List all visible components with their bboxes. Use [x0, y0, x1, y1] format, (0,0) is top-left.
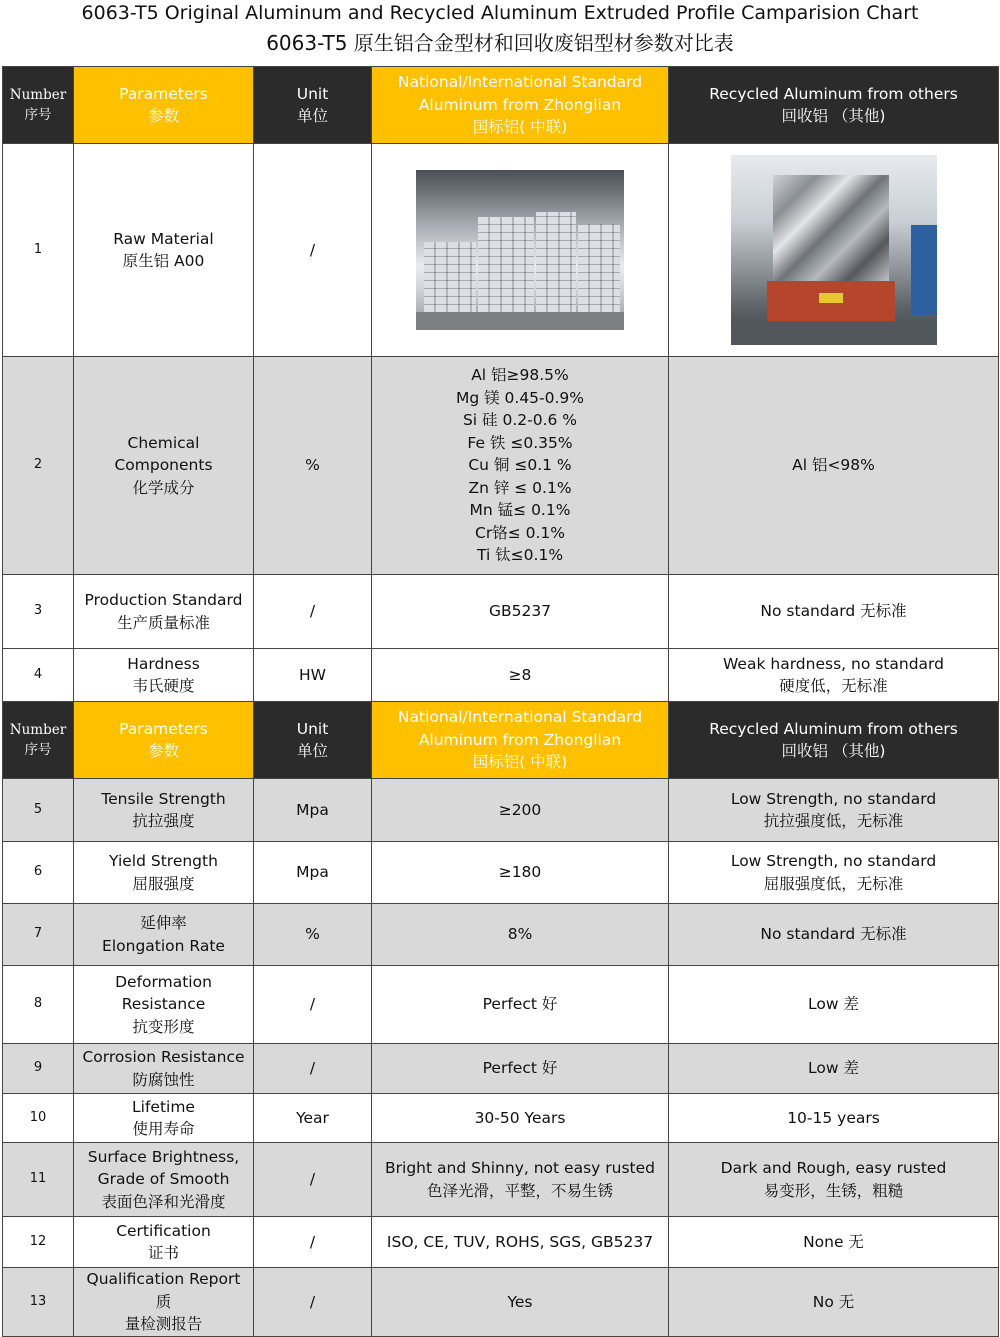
recycled-value: No standard 无标准 — [669, 575, 999, 649]
header-unit: Unit 单位 — [254, 67, 372, 144]
row-parameter: Yield Strength 屈服强度 — [74, 842, 254, 904]
national-value: ≥8 — [372, 649, 669, 702]
row-parameter: Raw Material 原生铝 A00 — [74, 144, 254, 357]
comparison-table — [2, 66, 999, 1337]
table-row — [3, 966, 999, 1044]
row-parameter: 延伸率 Elongation Rate — [74, 904, 254, 966]
table-row — [3, 357, 999, 575]
header-parameters: Parameters 参数 — [74, 702, 254, 779]
row-parameter: Lifetime 使用寿命 — [74, 1094, 254, 1143]
row-unit: / — [254, 1143, 372, 1217]
row-unit: Year — [254, 1094, 372, 1143]
table-row — [3, 575, 999, 649]
national-value: ≥180 — [372, 842, 669, 904]
row-unit: / — [254, 966, 372, 1044]
national-value: Bright and Shinny, not easy rusted 色泽光滑，平整，不易生锈 — [372, 1143, 669, 1217]
table-row — [3, 649, 999, 702]
row-unit: HW — [254, 649, 372, 702]
row-number: 7 — [3, 904, 74, 966]
header-number: Number 序号 — [3, 702, 74, 779]
row-unit: / — [254, 1044, 372, 1094]
row-unit: % — [254, 357, 372, 575]
recycled-value: No standard 无标准 — [669, 904, 999, 966]
recycled-value: Low Strength, no standard 屈服强度低，无标准 — [669, 842, 999, 904]
row-number: 4 — [3, 649, 74, 702]
national-value: Yes — [372, 1268, 669, 1337]
national-value: Perfect 好 — [372, 1044, 669, 1094]
header-recycled: Recycled Aluminum from others 回收铝 （其他) — [669, 702, 999, 779]
recycled-value: Weak hardness, no standard 硬度低，无标准 — [669, 649, 999, 702]
header-national: National/International Standard Aluminum from Zhonglian 国标铝( 中联) — [372, 67, 669, 144]
header-parameters: Parameters 参数 — [74, 67, 254, 144]
row-number: 8 — [3, 966, 74, 1044]
national-value: Al 铝≥98.5% Mg 镁 0.45-0.9% Si 硅 0.2-0.6 % Fe 铁 ≤0.35% Cu 铜 ≤0.1 % Zn 锌 ≤ 0.1% Mn 锰≤ 0.1% Cr铬≤ 0.1% Ti 钛≤0.1% — [372, 357, 669, 575]
table-row — [3, 1268, 999, 1337]
national-cell — [372, 144, 669, 357]
table-row — [3, 904, 999, 966]
chart-title — [0, 0, 1000, 66]
recycled-value: No 无 — [669, 1268, 999, 1337]
table-row — [3, 779, 999, 842]
row-unit: / — [254, 144, 372, 357]
row-parameter: Hardness 韦氏硬度 — [74, 649, 254, 702]
recycled-value: 10-15 years — [669, 1094, 999, 1143]
recycled-value: Al 铝<98% — [669, 357, 999, 575]
aluminum-ingot-photo — [416, 170, 624, 330]
row-number: 12 — [3, 1217, 74, 1268]
header-row — [3, 702, 999, 779]
recycled-value: Low Strength, no standard 抗拉强度低，无标准 — [669, 779, 999, 842]
row-parameter: Qualification Report 质 量检测报告 — [74, 1268, 254, 1337]
row-unit: / — [254, 575, 372, 649]
table-row — [3, 1143, 999, 1217]
table-row — [3, 1044, 999, 1094]
table-row — [3, 842, 999, 904]
national-value: Perfect 好 — [372, 966, 669, 1044]
row-number: 6 — [3, 842, 74, 904]
header-recycled: Recycled Aluminum from others 回收铝 （其他) — [669, 67, 999, 144]
national-value: GB5237 — [372, 575, 669, 649]
header-national: National/International Standard Aluminum from Zhonglian 国标铝( 中联) — [372, 702, 669, 779]
row-number: 10 — [3, 1094, 74, 1143]
header-unit: Unit 单位 — [254, 702, 372, 779]
row-unit: Mpa — [254, 842, 372, 904]
row-parameter: Chemical Components 化学成分 — [74, 357, 254, 575]
table-row — [3, 144, 999, 357]
header-number: Number 序号 — [3, 67, 74, 144]
row-number: 2 — [3, 357, 74, 575]
recycled-value: Low 差 — [669, 1044, 999, 1094]
recycled-value: Low 差 — [669, 966, 999, 1044]
row-number: 3 — [3, 575, 74, 649]
recycled-value: Dark and Rough, easy rusted 易变形，生锈，粗糙 — [669, 1143, 999, 1217]
national-value: 30-50 Years — [372, 1094, 669, 1143]
title-chinese: 6063-T5 原生铝合金型材和回收废铝型材参数对比表 — [266, 31, 734, 55]
row-parameter: Surface Brightness, Grade of Smooth 表面色泽和光滑度 — [74, 1143, 254, 1217]
table-row — [3, 1094, 999, 1143]
table-row — [3, 1217, 999, 1268]
row-parameter: Tensile Strength 抗拉强度 — [74, 779, 254, 842]
row-parameter: Production Standard 生产质量标准 — [74, 575, 254, 649]
row-unit: / — [254, 1217, 372, 1268]
row-parameter: Deformation Resistance 抗变形度 — [74, 966, 254, 1044]
row-number: 11 — [3, 1143, 74, 1217]
row-number: 9 — [3, 1044, 74, 1094]
row-unit: / — [254, 1268, 372, 1337]
title-english: 6063-T5 Original Aluminum and Recycled Aluminum Extruded Profile Camparision Chart — [81, 2, 919, 24]
national-value: ISO, CE, TUV, ROHS, SGS, GB5237 — [372, 1217, 669, 1268]
national-value: ≥200 — [372, 779, 669, 842]
header-row — [3, 67, 999, 144]
recycled-value: None 无 — [669, 1217, 999, 1268]
row-number: 13 — [3, 1268, 74, 1337]
row-unit: Mpa — [254, 779, 372, 842]
row-parameter: Certification 证书 — [74, 1217, 254, 1268]
row-number: 5 — [3, 779, 74, 842]
row-number: 1 — [3, 144, 74, 357]
national-value: 8% — [372, 904, 669, 966]
recycled-cell — [669, 144, 999, 357]
row-parameter: Corrosion Resistance 防腐蚀性 — [74, 1044, 254, 1094]
row-unit: % — [254, 904, 372, 966]
scrap-truck-photo — [731, 155, 937, 345]
